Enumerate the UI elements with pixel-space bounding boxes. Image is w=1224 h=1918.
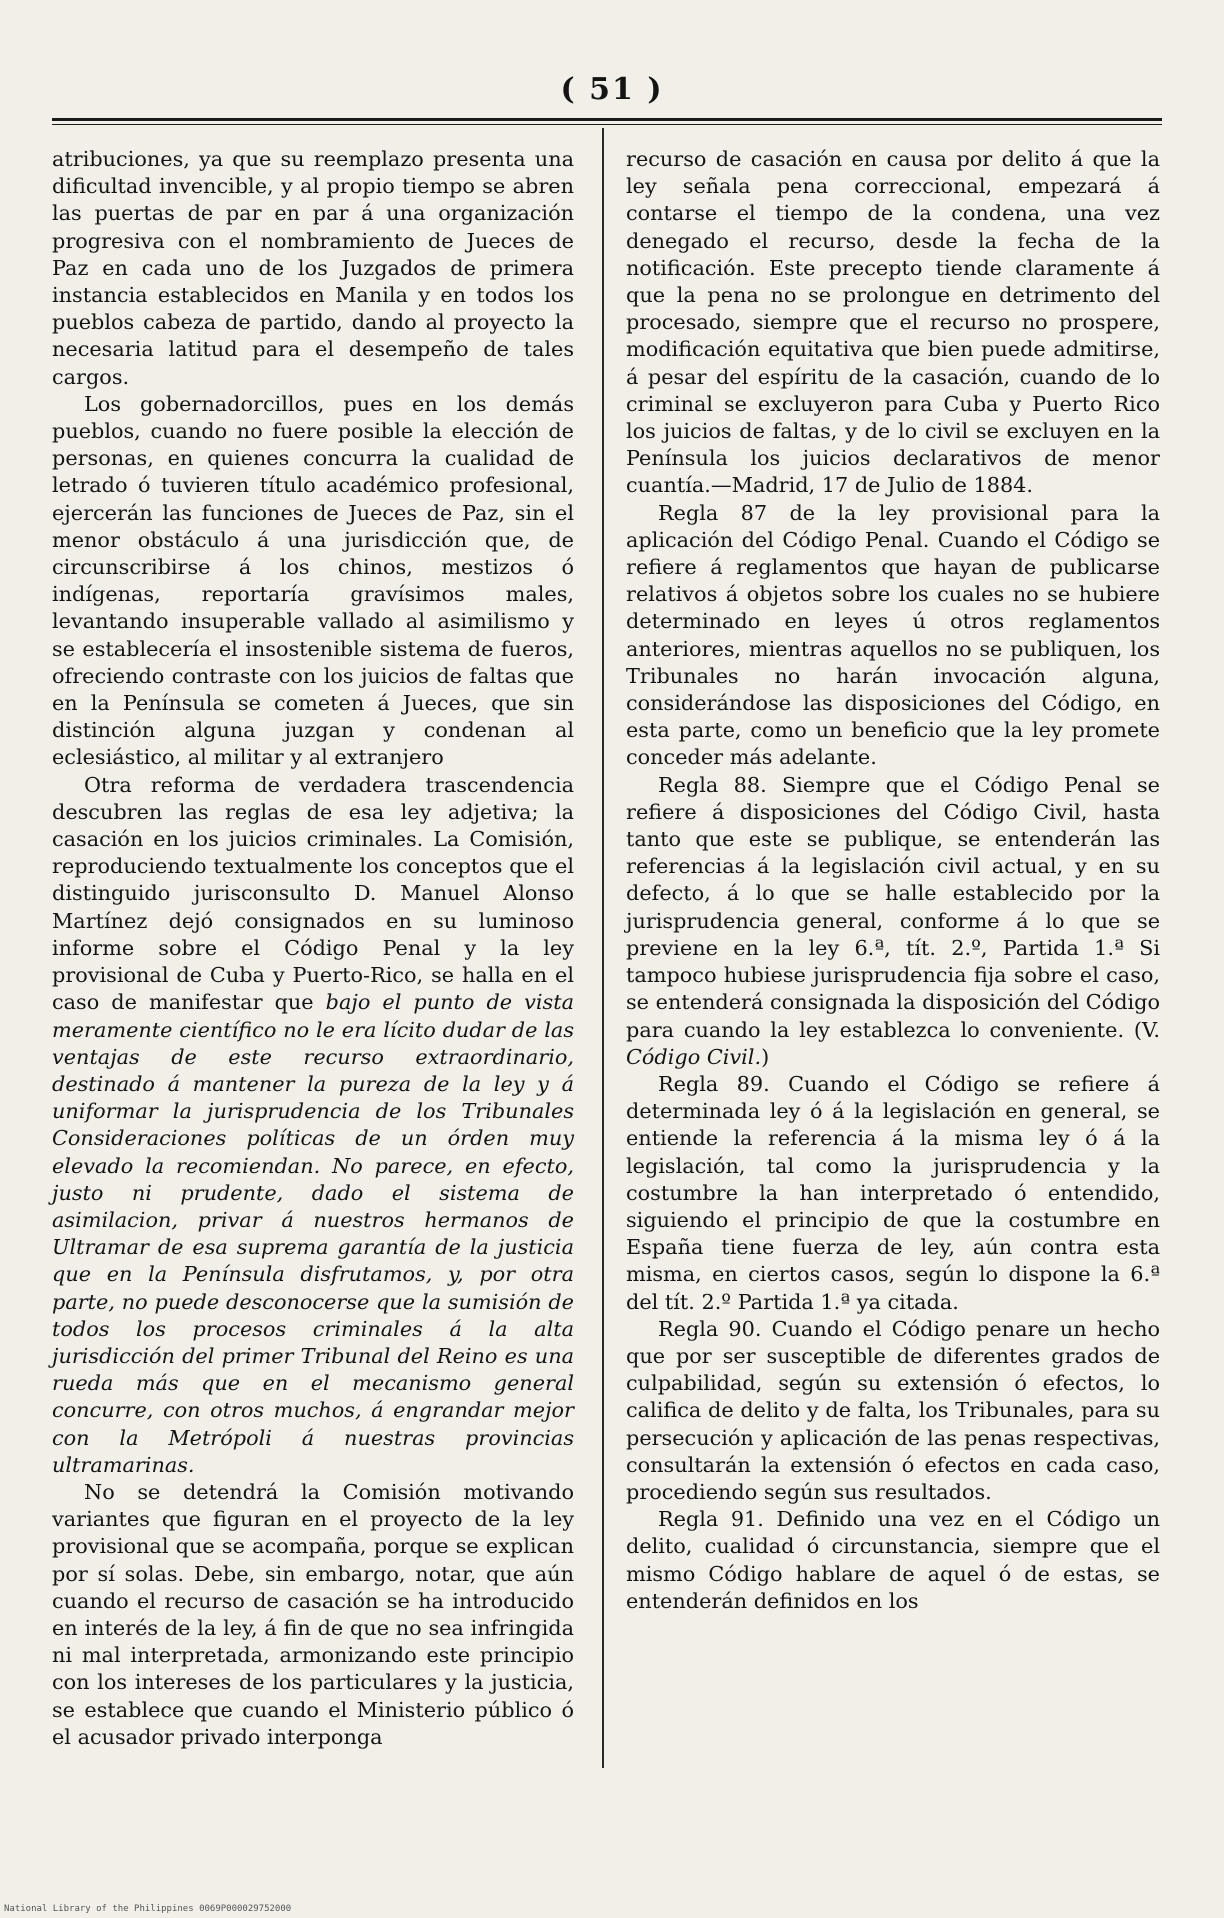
left-paragraph-1: atribuciones, ya que su reemplazo presenta una dificultad invencible, y al propio tiempo se abren las puertas de par en par á una organización progresiva con el nombramiento de Jueces de Paz en cada uno de los Juzgados de primera instancia establecidos en Manila y en todos los pueblos cabeza de partido, dando al proyecto la necesaria latitud para el desempeño de tales cargos.: [52, 147, 574, 389]
right-column: [626, 146, 1160, 1615]
column-divider: [602, 128, 604, 1768]
header-rule-thick: [52, 118, 1162, 121]
regla-89: Regla 89. Cuando el Código se refiere á determinada ley ó á la legislación en general, se entiende la referencia á la misma ley ó á la legislación, tal como la jurisprudencia y la costumbre la han interpretado ó entendido, siguiendo el principio de que la costumbre en España tiene fuerza de ley, aún contra esta misma, en ciertos casos, según lo dispone la 6.ª del tít. 2.º Partida 1.ª ya citada.: [626, 1071, 1160, 1314]
regla-88: [626, 772, 1160, 1071]
right-paragraph-1: recurso de casación en causa por delito á que la ley señala pena correccional, empezará á contarse el tiempo de la condena, una vez denegado el recurso, desde la fecha de la notificación. Este precepto tiende claramente á que la pena no se prolongue en detrimento del procesado, siempre que el recurso no prospere, modificación equitativa que bien puede admitirse, á pesar del espíritu de la casación, cuando de lo criminal se excluyeron para Cuba y Puerto Rico los juicios de faltas, y de lo civil se excluyen en la Península los juicios declarativos de menor cuantía.—Madrid, 17 de Julio de 1884.: [626, 147, 1160, 498]
left-paragraph-3: [52, 772, 574, 1479]
page-number: ( 51 ): [560, 72, 664, 107]
regla-88-ref: Código Civil.: [626, 1044, 762, 1069]
regla-91: Regla 91. Definido una vez en el Código un delito, cualidad ó circunstancia, siempre que el mismo Código hablare de aquel ó de estas, se entenderán definidos en los: [626, 1507, 1160, 1613]
left-paragraph-3-quote: bajo el punto de vista meramente científico no le era lícito dudar de las ventajas de este recurso extraordinario, destinado á mantener la pureza de la ley y á uniformar la jurisprudencia de los Tribunales Consideraciones políticas de un órden muy elevado la recomiendan. No parece, en efecto, justo ni prudente, dado el sistema de asimilacion, privar á nuestros hermanos de Ultramar de esa suprema garantía de la justicia que en la Península disfrutamos, y, por otra parte, no puede desconocerse que la sumisión de todos los procesos criminales á la alta jurisdicción del primer Tribunal del Reino es una rueda más que en el mecanismo general concurre, con otros muchos, á engrandar mejor con la Metrópoli á nuestras provincias ultramarinas.: [52, 990, 574, 1477]
regla-88-ref-open: (V.: [1133, 1017, 1160, 1042]
left-paragraph-4: No se detendrá la Comisión motivando variantes que figuran en el proyecto de la ley provisional que se acompaña, porque se explican por sí solas. Debe, sin embargo, notar, que aún cuando el recurso de casación se ha introducido en interés de la ley, á fin de que no sea infringida ni mal interpretada, armonizando este principio con los intereses de los particulares y la justicia, se establece que cuando el Ministerio público ó el acusador privado interponga: [52, 1479, 574, 1749]
left-paragraph-2: Los gobernadorcillos, pues en los demás pueblos, cuando no fuere posible la elección de personas, en quienes concurra la cualidad de letrado ó tuvieren título académico profesional, ejercerán las funciones de Jueces de Paz, sin el menor obstáculo á una jurisdicción que, de circunscribirse á los chinos, mestizos ó indígenas, reportaría gravísimos males, levantando insuperable vallado al asimilismo y se establecería el insostenible sistema de fueros, ofreciendo contraste con los juicios de faltas que en la Península se cometen á Jueces, que sin distinción alguna juzgan y condenan al eclesiástico, al militar y al extranjero: [52, 391, 574, 770]
regla-87: Regla 87 de la ley provisional para la aplicación del Código Penal. Cuando el Código se refiere á reglamentos que hayan de publicarse relativos á objetos sobre los cuales no se hubiere determinado en leyes ú otros reglamentos anteriores, mientras aquellos no se publiquen, los Tribunales no harán invocación alguna, considerándose las disposiciones del Código, en esta parte, como un beneficio que la ley promete conceder más adelante.: [626, 500, 1160, 770]
scan-footer: National Library of the Philippines 0069P000029752000: [4, 1904, 292, 1914]
regla-90: Regla 90. Cuando el Código penare un hecho que por ser susceptible de diferentes grados de culpabilidad, según su extensión ó efectos, lo califica de delito y de falta, los Tribunales, para su persecución y aplicación de las penas respectivas, consultarán la extensión ó efectos en cada caso, procediendo según sus resultados.: [626, 1316, 1160, 1504]
regla-88-text: Regla 88. Siempre que el Código Penal se refiere á disposiciones del Código Civil, hasta tanto que este se publique, se entenderán las referencias á la legislación civil actual, y en su defecto, á lo que se halle establecido por la jurisprudencia general, conforme á lo que se previene en la ley 6.ª, tít. 2.º, Partida 1.ª Si tampoco hubiese jurisprudencia fija sobre el caso, se entenderá consignada la disposición del Código para cuando la ley establezca lo conveniente.: [626, 772, 1160, 1042]
left-paragraph-3-text: Otra reforma de verdadera trascendencia descubren las reglas de esa ley adjetiva; la casación en los juicios criminales. La Comisión, reproduciendo textualmente los conceptos que el distinguido jurisconsulto D. Manuel Alonso Martínez dejó consignados en su luminoso informe sobre el Código Penal y la ley provisional de Cuba y Puerto-Rico, se halla en el caso de manifestar que: [52, 772, 574, 1015]
left-column: [52, 146, 574, 1751]
regla-88-ref-close: ): [761, 1044, 770, 1069]
header-rule-thin: [52, 124, 1162, 125]
